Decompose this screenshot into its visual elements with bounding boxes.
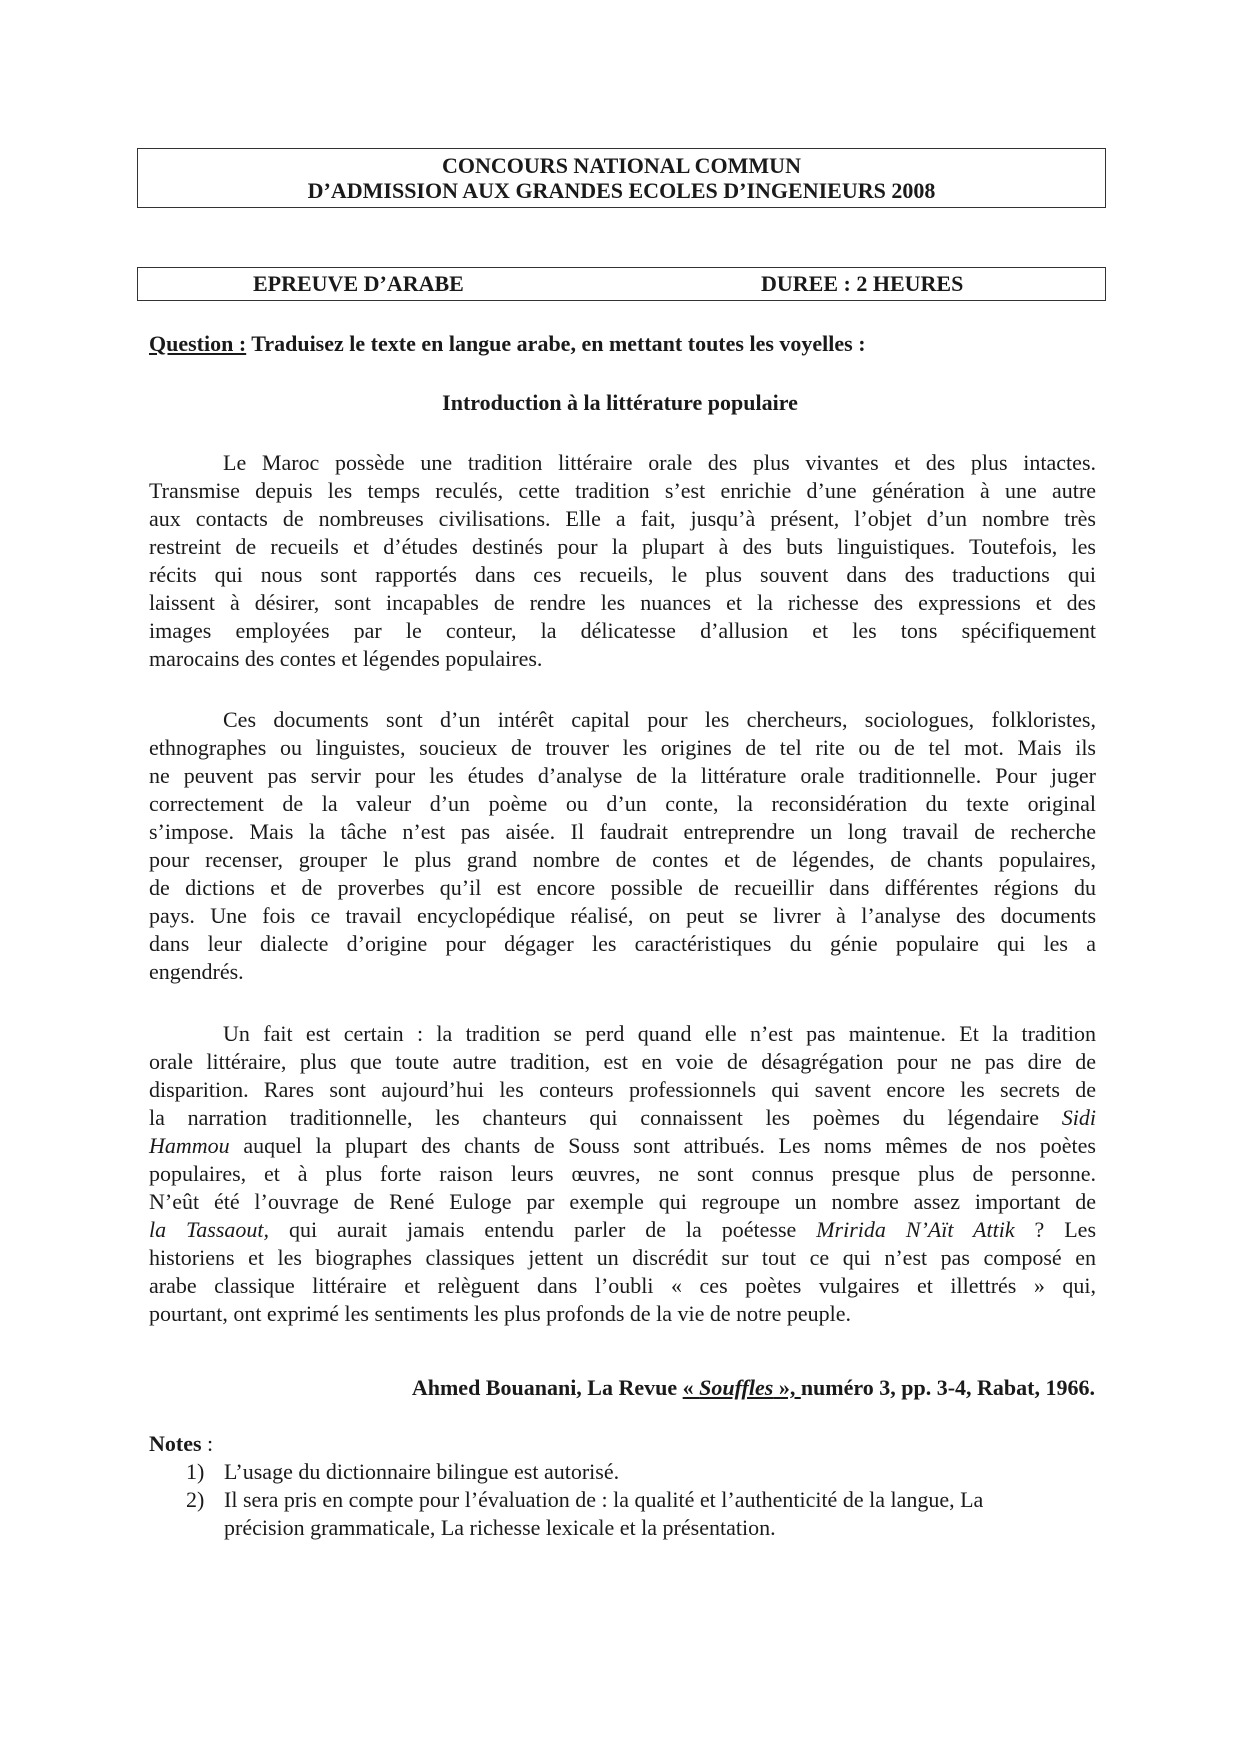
paragraph-line: pourtant, ont exprimé les sentiments les plus profonds de la vie de notre peuple. (149, 1301, 852, 1326)
exam-header-box (137, 148, 1106, 208)
paragraph-line: correctement de la valeur d’un poème ou d’un conte, la reconsidération du texte original (149, 791, 1096, 816)
paragraph-line: ne peuvent pas servir pour les études d’analyse de la littérature orale traditionnelle. Pour juger (149, 763, 1096, 788)
paragraph-line: ethnographes ou linguistes, soucieux de trouver les origines de tel rite ou de tel mot. Mais ils (149, 735, 1096, 760)
paragraph-line: pays. Une fois ce travail encyclopédique réalisé, on peut se livrer à l’analyse des documents (149, 903, 1096, 928)
line-segment: ? Les (1014, 1217, 1097, 1242)
paragraph-line: aux contacts de nombreuses civilisations. Elle a fait, jusqu’à présent, l’objet d’un nombre très (149, 506, 1096, 531)
note-line: Il sera pris en compte pour l’évaluation de : la qualité et l’authenticité de la langue, La (224, 1487, 984, 1512)
note-number: 2) (186, 1487, 205, 1512)
text-title: Introduction à la littérature populaire (442, 390, 798, 415)
exam-duration: DUREE : 2 HEURES (761, 271, 964, 296)
paragraph-line: arabe classique littéraire et relèguent dans l’oubli « ces poètes vulgaires et illettrés » qui, (149, 1273, 1096, 1298)
question-text: Traduisez le texte en langue arabe, en mettant toutes les voyelles : (246, 331, 866, 356)
header-line-1: CONCOURS NATIONAL COMMUN (442, 153, 801, 178)
italic-name-hammou: Hammou (149, 1133, 230, 1158)
paragraph-line: marocains des contes et légendes populaires. (149, 646, 543, 671)
line-segment: qui aurait jamais entendu parler de la poétesse (269, 1217, 817, 1242)
paragraph-line: orale littéraire, plus que toute autre tradition, est en voie de désagrégation pour ne pas dire de (149, 1049, 1096, 1074)
line-segment: auquel la plupart des chants de Souss sont attribués. Les noms mêmes de nos poètes (229, 1133, 1096, 1158)
question-label: Question : (149, 331, 247, 356)
note-item (186, 1458, 1096, 1486)
paragraph-line: s’impose. Mais la tâche n’est pas aisée. Il faudrait entreprendre un long travail de recherche (149, 819, 1096, 844)
note-line: L’usage du dictionnaire bilingue est autorisé. (224, 1459, 620, 1484)
paragraph-line: de dictions et de proverbes qu’il est encore possible de recueillir dans différentes régions du (149, 875, 1096, 900)
paragraph-line: Ces documents sont d’un intérêt capital pour les chercheurs, sociologues, folkloristes, (223, 707, 1096, 732)
paragraph-line (149, 1104, 1096, 1132)
citation-revue-close: », (773, 1375, 801, 1400)
notes-list (186, 1458, 1096, 1542)
paragraph-line: dans leur dialecte d’origine pour dégager les caractéristiques du génie populaire qui les a (149, 931, 1096, 956)
italic-place-tassaout: la Tassaout, (149, 1217, 270, 1242)
exam-info-box (137, 267, 1106, 301)
source-citation (412, 1374, 1095, 1402)
header-line-2: D’ADMISSION AUX GRANDES ECOLES D’INGENIEURS 2008 (307, 178, 936, 203)
paragraph-line (149, 1216, 1096, 1244)
note-line: précision grammaticale, La richesse lexicale et la présentation. (224, 1515, 776, 1540)
citation-author: Ahmed Bouanani, La Revue (411, 1375, 683, 1400)
paragraph-line: laissent à désirer, sont incapables de rendre les nuances et la richesse des expressions et des (149, 590, 1096, 615)
question-instruction (149, 330, 866, 358)
italic-name-mririda: Mririda N’Aït Attik (816, 1217, 1015, 1242)
italic-name-sidi: Sidi (1061, 1105, 1096, 1130)
paragraph-line: engendrés. (149, 959, 244, 984)
paragraph-1 (149, 449, 1096, 673)
paragraph-line: disparition. Rares sont aujourd’hui les conteurs professionnels qui savent encore les secrets de (149, 1077, 1096, 1102)
paragraph-line: historiens et les biographes classiques jettent un discrédit sur tout ce qui n’est pas composé en (149, 1245, 1096, 1270)
paragraph-line: Le Maroc possède une tradition littéraire orale des plus vivantes et des plus intactes. (223, 450, 1096, 475)
note-number: 1) (186, 1459, 205, 1484)
exam-subject: EPREUVE D’ARABE (253, 271, 464, 296)
paragraph-line: images employées par le conteur, la délicatesse d’allusion et les tons spécifiquement (149, 618, 1096, 643)
paragraph-2 (149, 706, 1096, 986)
paragraph-line: récits qui nous sont rapportés dans ces recueils, le plus souvent dans des traductions qui (149, 562, 1096, 587)
paragraph-line: pour recenser, grouper le plus grand nombre de contes et de légendes, de chants populaires, (149, 847, 1096, 872)
paragraph-line: restreint de recueils et d’études destinés pour la plupart à des buts linguistiques. Toutefois, les (149, 534, 1096, 559)
citation-revue-open: « (682, 1375, 700, 1400)
paragraph-line: Un fait est certain : la tradition se perd quand elle n’est pas maintenue. Et la tradition (223, 1021, 1096, 1046)
paragraph-line: N’eût été l’ouvrage de René Euloge par exemple qui regroupe un nombre assez important de (149, 1189, 1096, 1214)
notes-label: Notes (149, 1431, 202, 1456)
citation-rest: numéro 3, pp. 3-4, Rabat, 1966. (800, 1375, 1095, 1400)
paragraph-line: populaires, et à plus forte raison leurs œuvres, ne sont connus presque plus de personne. (149, 1161, 1096, 1186)
paragraph-line (149, 1132, 1096, 1160)
note-item (186, 1486, 1096, 1542)
line-segment: la narration traditionnelle, les chanteurs qui connaissent les poèmes du légendaire (149, 1105, 1062, 1130)
citation-revue-name: Souffles (699, 1375, 774, 1400)
paragraph-3 (149, 1020, 1096, 1328)
notes-colon: : (201, 1431, 214, 1456)
notes-heading (149, 1430, 213, 1458)
paragraph-line: Transmise depuis les temps reculés, cette tradition s’est enrichie d’une génération à une autre (149, 478, 1096, 503)
